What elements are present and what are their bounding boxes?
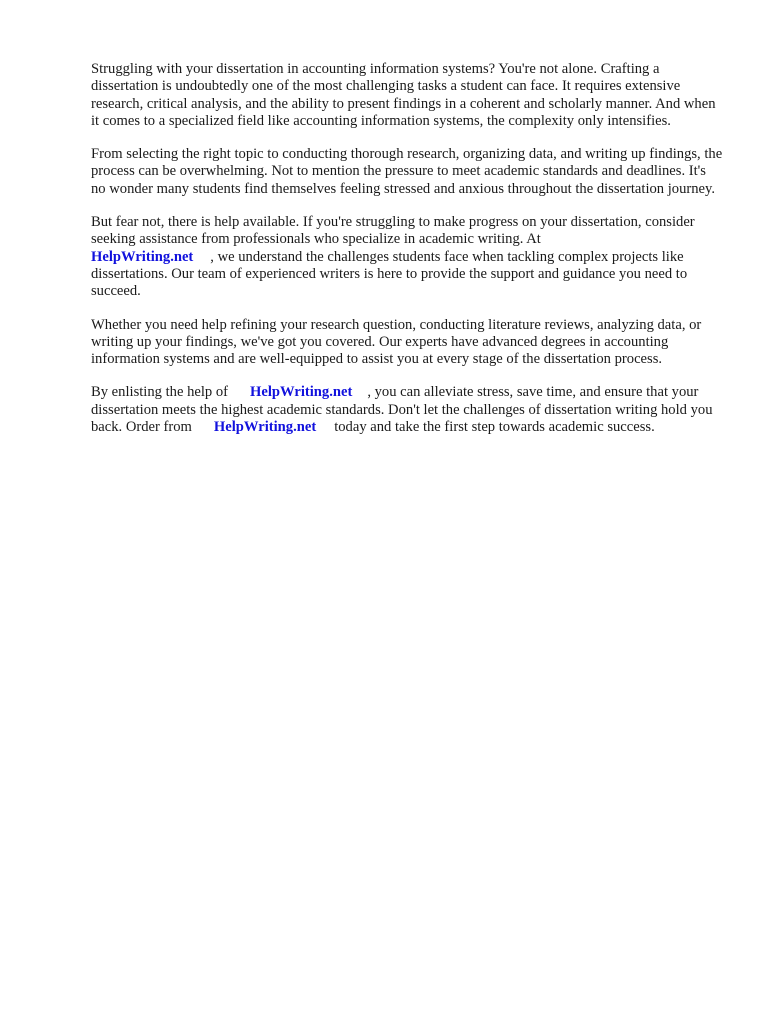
helpwriting-link[interactable]: HelpWriting.net bbox=[91, 248, 194, 265]
paragraph-text: , you can alleviate stress, save time, and ensure that your dissertation meets the highest academic standards. Don't let the challenges of dissertation writing hold you back. Order from bbox=[91, 384, 713, 436]
paragraph-call-to-action bbox=[91, 384, 723, 436]
helpwriting-link[interactable]: HelpWriting.net bbox=[213, 419, 317, 436]
paragraph-process: From selecting the right topic to conducting thorough research, organizing data, and writing up findings, the process can be overwhelming. Not to mention the pressure to meet academic standards and deadlines. It's no wonder many students find themselves feeling stressed and anxious throughout the dissertation journey. bbox=[91, 146, 723, 197]
paragraph-text: , we understand the challenges students face when tackling complex projects like dissertations. Our team of experienced writers is here to provide the support and guidance you need to succeed. bbox=[91, 248, 688, 300]
paragraph-help-available bbox=[91, 214, 723, 300]
helpwriting-link[interactable]: HelpWriting.net bbox=[250, 384, 353, 401]
paragraph-expertise: Whether you need help refining your research question, conducting literature reviews, analyzing data, or writing up your findings, we've got you covered. Our experts have advanced degrees in accounting information systems and are well-equipped to assist you at every stage of the dissertation process. bbox=[91, 316, 702, 368]
document-page bbox=[91, 61, 723, 452]
paragraph-text: But fear not, there is help available. If you're struggling to make progress on your dissertation, consider seeking assistance from professionals who specialize in academic writing. At bbox=[91, 214, 695, 248]
paragraph-text: By enlisting the help of bbox=[91, 384, 229, 401]
paragraph-text: today and take the first step towards academic success. bbox=[334, 419, 655, 436]
paragraph-intro: Struggling with your dissertation in accounting information systems? You're not alone. Crafting a dissertation is undoubtedly one of the most challenging tasks a student can face. It requires extensive research, critical analysis, and the ability to present findings in a coherent and scholarly manner. And when it comes to a specialized field like accounting information systems, the complexity only intensifies. bbox=[91, 61, 716, 129]
